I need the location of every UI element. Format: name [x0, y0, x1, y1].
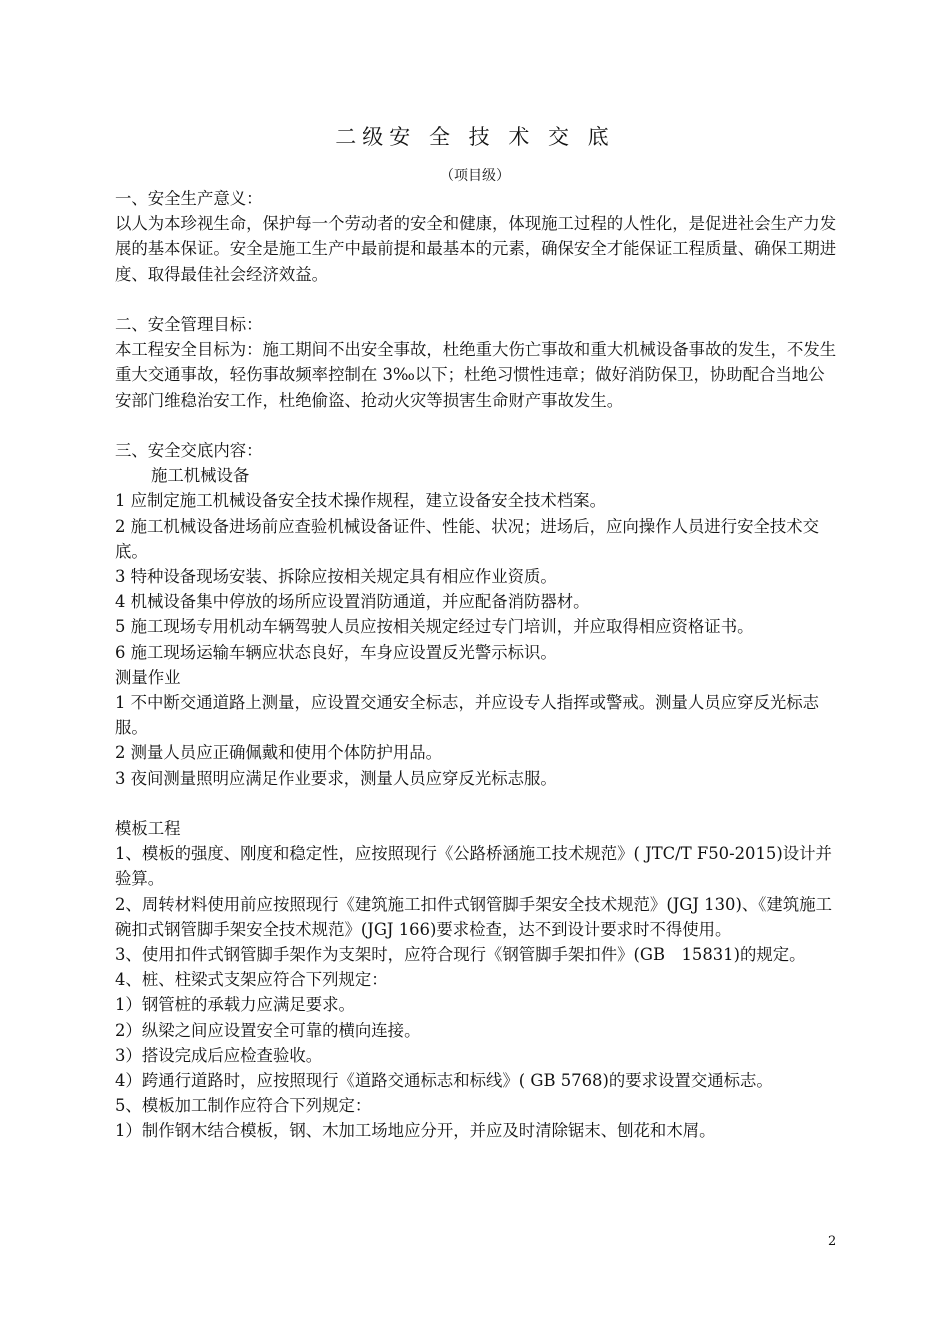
- list-item: 3、使用扣件式钢管脚手架作为支架时，应符合现行《钢管脚手架扣件》(GB 15831)的规定。: [115, 945, 806, 965]
- list-item: 1 应制定施工机械设备安全技术操作规程，建立设备安全技术档案。: [115, 491, 606, 511]
- list-item: 4 机械设备集中停放的场所应设置消防通道，并应配备消防器材。: [115, 592, 590, 612]
- page-number: 2: [828, 1234, 837, 1249]
- spacer: [115, 413, 840, 438]
- paragraph: 本工程安全目标为：施工期间不出安全事故，杜绝重大伤亡事故和重大机械设备事故的发生，不发生重大交通事故，轻伤事故频率控制在 3‰以下；杜绝习惯性违章；做好消防保卫，协助配合当地公安部门维稳治安工作，杜绝偷盗、抢动火灾等损害生命财产事故发生。: [115, 340, 837, 410]
- list-item: 6 施工现场运输车辆应状态良好，车身应设置反光警示标识。: [115, 642, 557, 662]
- list-item: 4、桩、柱梁式支架应符合下列规定：: [115, 970, 388, 990]
- list-item: 5、模板加工制作应符合下列规定：: [115, 1096, 372, 1116]
- subsection-heading: 测量作业: [115, 667, 181, 687]
- sub-list-item: 1）制作钢木结合模板，钢、木加工场地应分开，并应及时清除锯末、刨花和木屑。: [115, 1121, 716, 1141]
- list-item: 1 不中断交通道路上测量，应设置交通安全标志，并应设专人指挥或警戒。测量人员应穿反光标志服。: [115, 693, 820, 738]
- sub-list-item: 4）跨通行道路时，应按照现行《道路交通标志和标线》( GB 5768)的要求设置交通标志。: [115, 1071, 773, 1091]
- page-subtitle: （项目级）: [440, 168, 510, 184]
- subsection-heading: 模板工程: [115, 819, 181, 839]
- list-item: 2、周转材料使用前应按照现行《建筑施工扣件式钢管脚手架安全技术规范》(JGJ 130)、《建筑施工碗扣式钢管脚手架安全技术规范》(JGJ 166)要求检查，达不到设计要求时不得使用。: [115, 894, 832, 939]
- document-body: [115, 186, 840, 1144]
- list-item: 1、模板的强度、刚度和稳定性，应按照现行《公路桥涵施工技术规范》( JTC/T F50-2015)设计并验算。: [115, 844, 832, 889]
- section-heading: 一、安全生产意义：: [115, 189, 263, 208]
- subsection-heading: 施工机械设备: [151, 466, 250, 486]
- paragraph: 以人为本珍视生命，保护每一个劳动者的安全和健康，体现施工过程的人性化，是促进社会生产力发展的基本保证。安全是施工生产中最前提和最基本的元素，确保安全才能保证工程质量、确保工期进度、取得最佳社会经济效益。: [115, 214, 837, 284]
- spacer: [115, 791, 840, 816]
- sub-list-item: 2）纵梁之间应设置安全可靠的横向连接。: [115, 1020, 421, 1040]
- list-item: 3 夜间测量照明应满足作业要求，测量人员应穿反光标志服。: [115, 768, 557, 788]
- list-item: 3 特种设备现场安装、拆除应按相关规定具有相应作业资质。: [115, 567, 557, 587]
- sub-list-item: 3）搭设完成后应检查验收。: [115, 1045, 323, 1065]
- list-item: 5 施工现场专用机动车辆驾驶人员应按相关规定经过专门培训，并应取得相应资格证书。: [115, 617, 754, 637]
- spacer: [115, 287, 840, 312]
- section-heading: 二、安全管理目标：: [115, 315, 263, 334]
- list-item: 2 施工机械设备进场前应查验机械设备证件、性能、状况；进场后，应向操作人员进行安全技术交底。: [115, 516, 820, 561]
- list-item: 2 测量人员应正确佩戴和使用个体防护用品。: [115, 743, 443, 763]
- page-title: 二级安 全 技 术 交 底: [335, 125, 615, 149]
- section-heading: 三、安全交底内容：: [115, 441, 263, 460]
- sub-list-item: 1）钢管桩的承载力应满足要求。: [115, 995, 355, 1015]
